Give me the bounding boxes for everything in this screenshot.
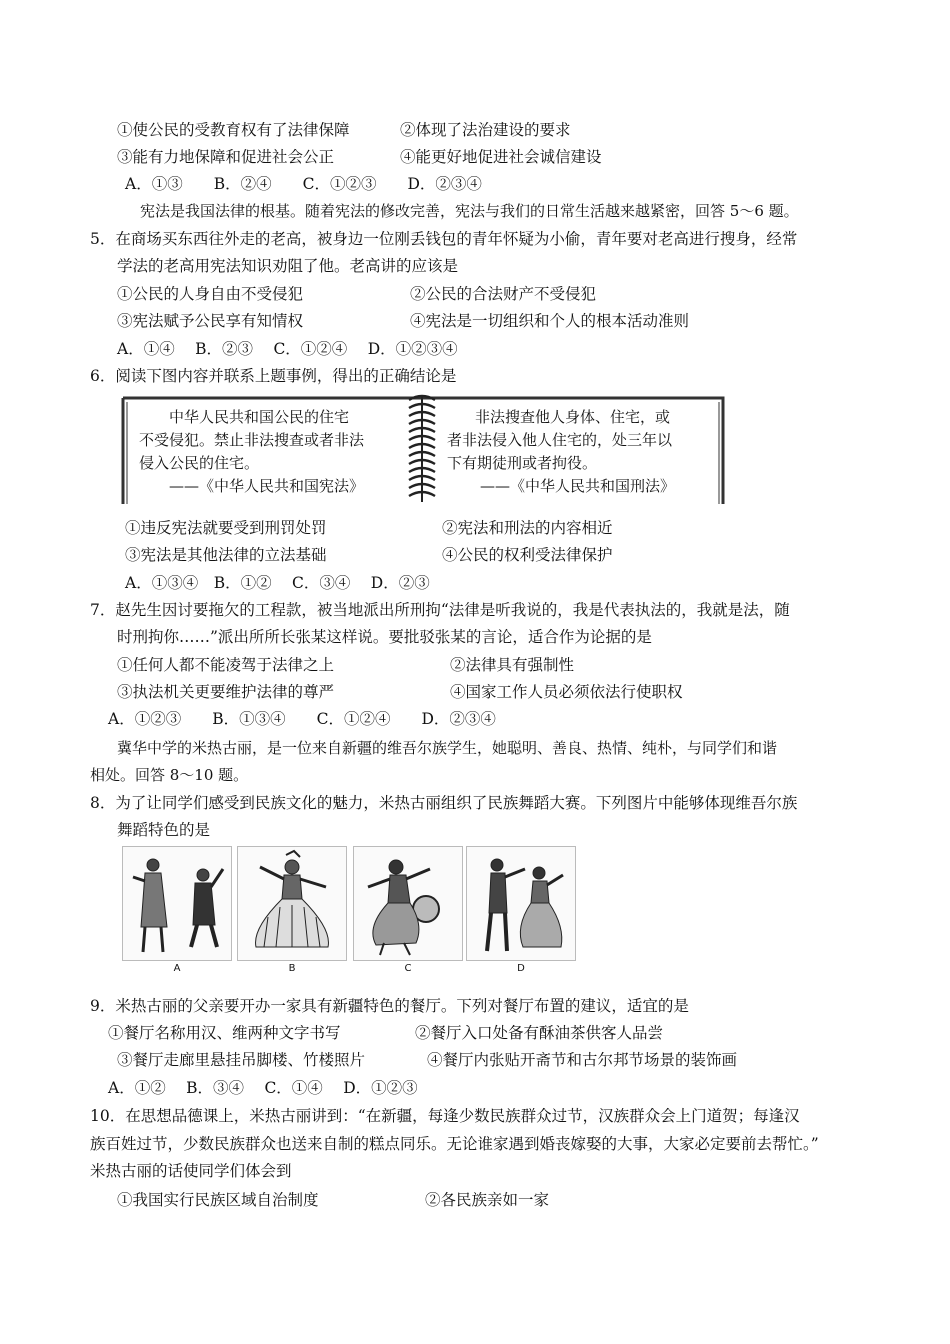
q9-option-4: ④餐厅内张贴开斋节和古尔邦节场景的装饰画 xyxy=(427,1051,738,1069)
dance-images xyxy=(122,846,572,972)
intro-8-10-line2: 相处。回答 8～10 题。 xyxy=(90,766,249,784)
q7-stem-line1: 7．赵先生因讨要拖欠的工程款，被当地派出所刑拘“法律是听我说的，我是代表执法的，我就是法，随 xyxy=(90,601,790,619)
q4-answers: A．①③ B．②④ C．①②③ D．②③④ xyxy=(125,175,482,193)
q6-option-3: ③宪法是其他法律的立法基础 xyxy=(125,546,327,564)
q8-stem-line2: 舞蹈特色的是 xyxy=(117,821,211,839)
constitution-line-1: 中华人民共和国公民的住宅 xyxy=(169,408,350,426)
dance-label-d: D xyxy=(517,963,525,974)
q7-option-4: ④国家工作人员必须依法行使职权 xyxy=(450,683,683,701)
q5-option-4: ④宪法是一切组织和个人的根本活动准则 xyxy=(410,312,690,330)
q10-option-2: ②各民族亲如一家 xyxy=(425,1191,550,1209)
q7-option-1: ①任何人都不能凌驾于法律之上 xyxy=(117,656,335,674)
q8-stem-line1: 8．为了让同学们感受到民族文化的魅力，米热古丽组织了民族舞蹈大赛。下列图片中能够体现维吾尔族 xyxy=(90,794,798,812)
law-quote-box xyxy=(117,394,729,506)
q7-stem-line2: 时刑拘你……”派出所所长张某这样说。要批驳张某的言论，适合作为论据的是 xyxy=(117,628,652,646)
q4-option-1: ①使公民的受教育权有了法律保障 xyxy=(117,121,350,139)
q5-option-2: ②公民的合法财产不受侵犯 xyxy=(410,285,597,303)
q10-stem-line3: 米热古丽的话使同学们体会到 xyxy=(90,1162,292,1180)
q7-option-3: ③执法机关更要维护法律的尊严 xyxy=(117,683,335,701)
q7-option-2: ②法律具有强制性 xyxy=(450,656,575,674)
dance-image-b xyxy=(237,846,347,974)
constitution-source: ——《中华人民共和国宪法》 xyxy=(169,477,365,495)
q9-option-1: ①餐厅名称用汉、维两种文字书写 xyxy=(108,1024,341,1042)
intro-8-10-line1: 冀华中学的米热古丽，是一位来自新疆的维吾尔族学生，她聪明、善良、热情、纯朴，与同学们和谐 xyxy=(117,739,778,757)
q5-stem-line1: 5．在商场买东西往外走的老高，被身边一位刚丢钱包的青年怀疑为小偷，青年要对老高进行搜身，经常 xyxy=(90,230,798,248)
q5-option-3: ③宪法赋予公民享有知情权 xyxy=(117,312,304,330)
q6-option-1: ①违反宪法就要受到刑罚处罚 xyxy=(125,519,327,537)
constitution-line-2: 不受侵犯。禁止非法搜查或者非法 xyxy=(139,431,365,449)
criminal-law-source: ——《中华人民共和国刑法》 xyxy=(480,477,676,495)
q5-option-1: ①公民的人身自由不受侵犯 xyxy=(117,285,304,303)
q9-option-3: ③餐厅走廊里悬挂吊脚楼、竹楼照片 xyxy=(117,1051,366,1069)
dance-image-a xyxy=(122,846,232,974)
dance-label-c: C xyxy=(404,963,412,974)
dance-figure-c-icon xyxy=(354,847,462,960)
q6-option-2: ②宪法和刑法的内容相近 xyxy=(442,519,613,537)
dance-figure-a-icon xyxy=(123,847,231,960)
criminal-law-line-3: 下有期徒刑或者拘役。 xyxy=(447,454,598,472)
q10-option-1: ①我国实行民族区域自治制度 xyxy=(117,1191,319,1209)
q4-option-3: ③能有力地保障和促进社会公正 xyxy=(117,148,335,166)
dance-figure-b-icon xyxy=(238,847,346,960)
q5-answers: A．①④ B．②③ C．①②④ D．①②③④ xyxy=(117,340,458,358)
spiral-binding-icon xyxy=(405,394,439,504)
q9-answers: A．①② B．③④ C．①④ D．①②③ xyxy=(108,1079,418,1097)
criminal-law-quote xyxy=(445,406,725,498)
q7-answers: A．①②③ B．①③④ C．①②④ D．②③④ xyxy=(108,710,496,728)
dance-label-a: A xyxy=(173,963,181,974)
q4-option-2: ②体现了法治建设的要求 xyxy=(400,121,571,139)
q5-stem-line2: 学法的老高用宪法知识劝阻了他。老高讲的应该是 xyxy=(117,257,459,275)
criminal-law-line-2: 者非法侵入他人住宅的，处三年以 xyxy=(447,431,673,449)
criminal-law-line-1: 非法搜查他人身体、住宅，或 xyxy=(475,408,671,426)
dance-image-c xyxy=(353,846,463,974)
dance-figure-d-icon xyxy=(467,847,575,960)
q9-stem: 9．米热古丽的父亲要开办一家具有新疆特色的餐厅。下列对餐厅布置的建议，适宜的是 xyxy=(90,997,689,1015)
q10-stem-line2: 族百姓过节，少数民族群众也送来自制的糕点同乐。无论谁家遇到婚丧嫁娶的大事，大家必定要前去帮忙。” xyxy=(90,1135,819,1153)
q6-stem: 6．阅读下图内容并联系上题事例，得出的正确结论是 xyxy=(90,367,457,385)
q4-option-4: ④能更好地促进社会诚信建设 xyxy=(400,148,602,166)
intro-5-6: 宪法是我国法律的根基。随着宪法的修改完善，宪法与我们的日常生活越来越紧密，回答 5～6 题。 xyxy=(140,202,799,220)
q6-option-4: ④公民的权利受法律保护 xyxy=(442,546,613,564)
constitution-line-3: 侵入公民的住宅。 xyxy=(139,454,260,472)
constitution-quote xyxy=(117,406,405,498)
dance-label-b: B xyxy=(288,963,296,974)
q10-stem-line1: 10．在思想品德课上，米热古丽讲到：“在新疆，每逢少数民族群众过节，汉族群众会上门道贺；每逢汉 xyxy=(90,1107,800,1125)
q6-answers: A．①③④ B．①② C．③④ D．②③ xyxy=(125,574,430,592)
q9-option-2: ②餐厅入口处备有酥油茶供客人品尝 xyxy=(415,1024,664,1042)
dance-image-d xyxy=(466,846,576,974)
